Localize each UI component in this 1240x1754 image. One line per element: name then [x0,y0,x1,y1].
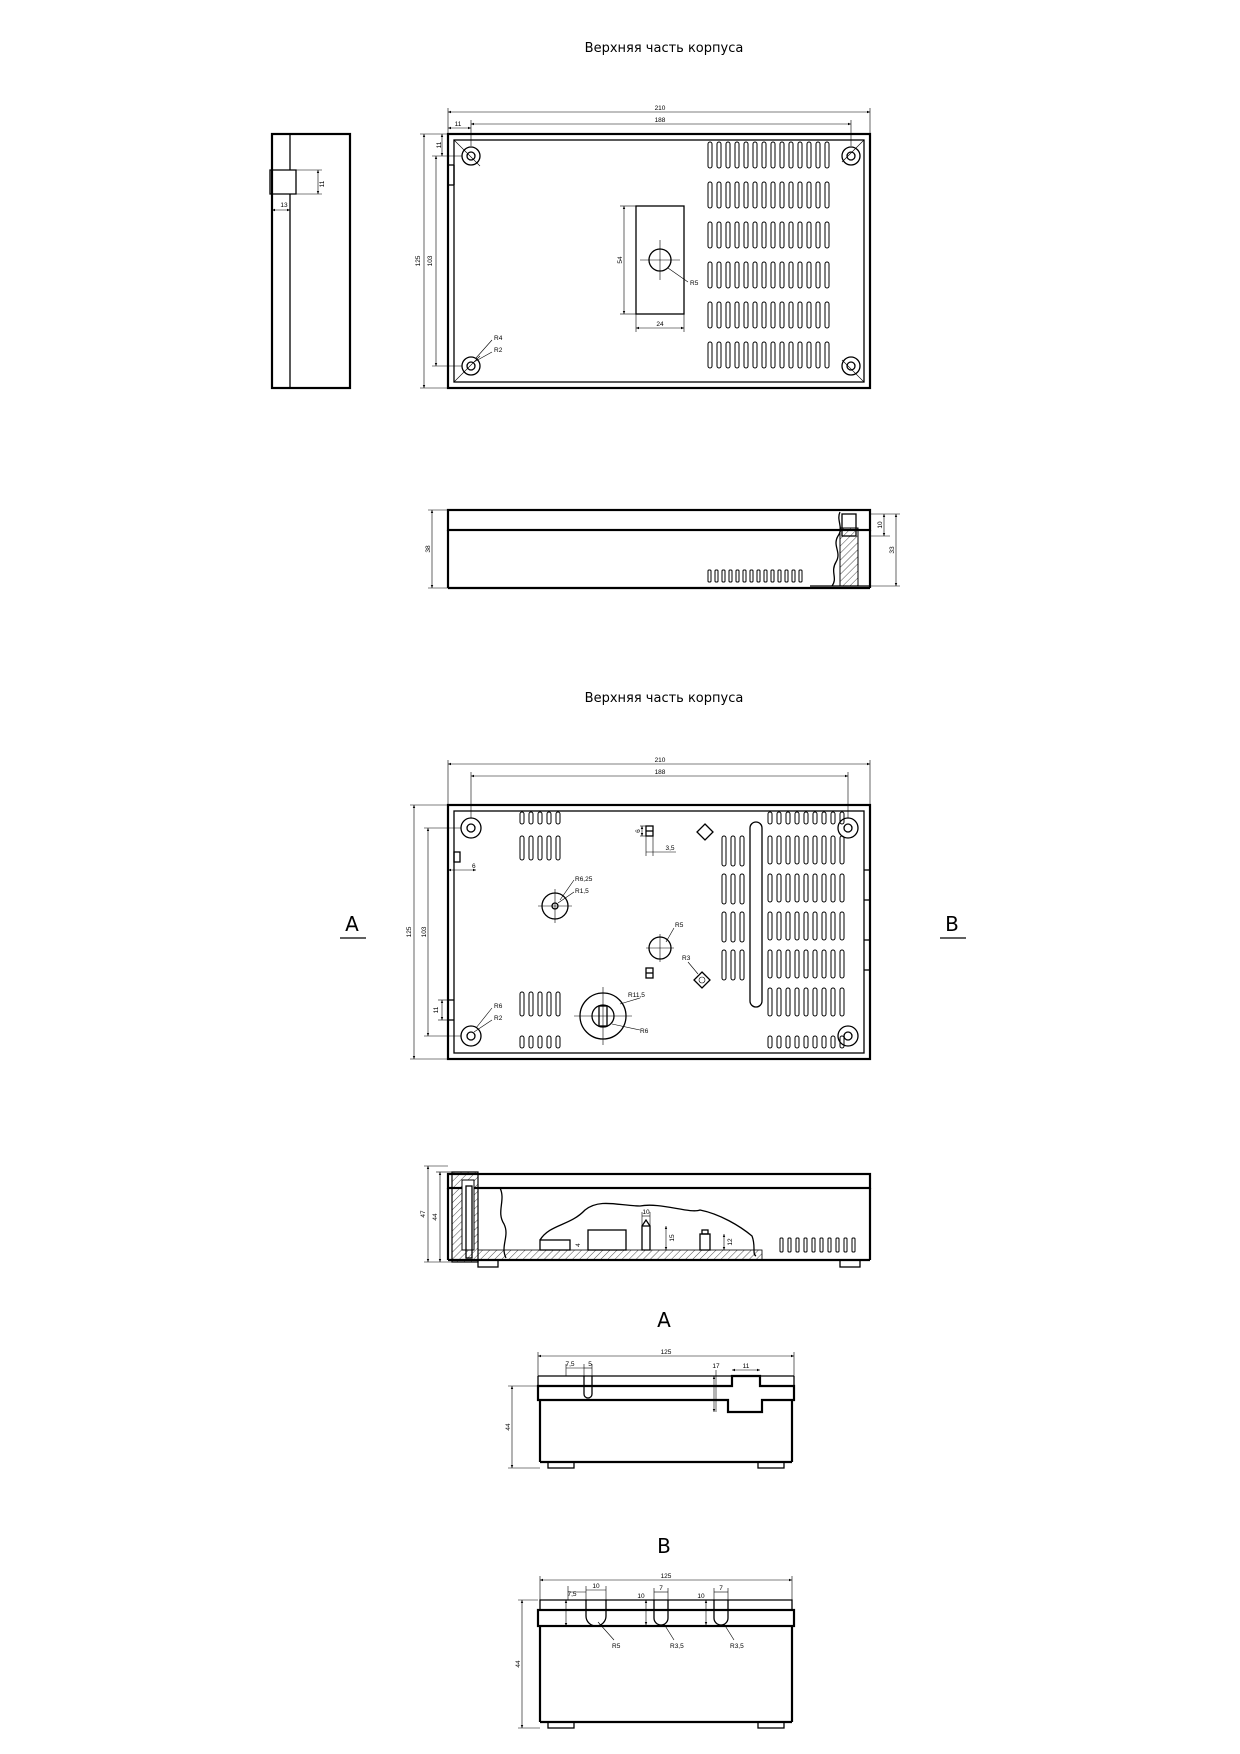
dim-a-5: 5 [588,1361,592,1368]
dim-top-103: 103 [427,255,434,267]
vent-slot [786,874,790,902]
vent-slot [816,262,820,288]
vent-slot [840,874,844,902]
vent-slot [816,142,820,168]
corner-boss-br [842,357,860,375]
vent-slot [780,142,784,168]
vent-slot [736,570,739,582]
vent-slot [529,812,533,824]
vent-slot [813,950,817,978]
dim-a-17: 17 [712,1363,720,1370]
vent-slot [708,142,712,168]
dim-section-47: 47 [420,1210,427,1218]
radius-r3-5a: R3,5 [670,1643,684,1650]
vent-slot [708,570,711,582]
dim-section-44: 44 [432,1213,439,1221]
vent-slot [740,874,744,904]
vent-slot [825,342,829,368]
vent-slot [740,950,744,980]
vent-slot [795,836,799,864]
radius-r5-b-view: R5 [612,1643,621,1650]
vent-slot [813,874,817,902]
vent-slot [807,142,811,168]
vent-slot [840,836,844,864]
dim-bottom-188: 188 [654,769,666,776]
dim-bottom-103: 103 [421,926,428,938]
vent-slot [744,142,748,168]
vent-slot [816,182,820,208]
vent-slot [799,570,802,582]
radius-r2-b: R2 [494,1015,503,1022]
vent-slot [796,1238,799,1252]
vent-slot [520,1036,524,1048]
vent-slot [777,950,781,978]
dim-top-24: 24 [656,321,664,328]
vent-slot [820,1238,823,1252]
vent-slot [816,342,820,368]
vent-slot [717,302,721,328]
vent-slot [722,874,726,904]
vent-slot [816,222,820,248]
vent-slot [789,262,793,288]
vent-slot [538,992,542,1016]
vent-slot [556,992,560,1016]
vent-slot [744,182,748,208]
dim-top-125: 125 [415,255,422,267]
dim-bottom-6h: 6 [472,863,476,870]
vent-slot [786,812,790,824]
corner-boss-bl [462,357,480,375]
vent-slot [556,1036,560,1048]
boss-tl-b [461,818,481,838]
dim-b-7a: 7 [659,1585,663,1592]
vent-slot [743,570,746,582]
vent-slot [795,1036,799,1048]
vent-slot [822,912,826,940]
vent-slot [771,262,775,288]
dim-b-7-5: 7,5 [567,1591,577,1598]
vent-slot [816,302,820,328]
vent-slot [788,1238,791,1252]
vent-slot [520,992,524,1016]
corner-boss-tl [462,147,480,165]
vent-slot [777,988,781,1016]
vent-slot [840,912,844,940]
top-view [415,105,870,388]
dim-b-125: 125 [660,1573,672,1580]
vent-slot [780,342,784,368]
vent-slot [762,222,766,248]
boss-r6-25 [538,889,572,923]
vent-slot [831,836,835,864]
vent-slot [764,570,767,582]
vent-slot [708,182,712,208]
vent-slot [753,142,757,168]
vent-slot [708,342,712,368]
vent-slot [798,182,802,208]
vent-slot [813,812,817,824]
vent-slot [708,302,712,328]
vent-slots-top [708,142,829,368]
vent-slot [798,222,802,248]
vent-slot [722,836,726,866]
dim-a-44: 44 [505,1423,512,1431]
radius-r5-b: R5 [675,922,684,929]
vent-slot [795,950,799,978]
vent-slot [822,874,826,902]
vent-slot [813,988,817,1016]
title-lower: Верхняя часть корпуса [584,691,744,706]
vent-slot [777,912,781,940]
vent-slot [768,874,772,902]
vent-slot [798,262,802,288]
dim-section-15: 15 [669,1234,676,1242]
vent-slot [726,302,730,328]
vent-slot [753,302,757,328]
vent-slot [807,182,811,208]
vent-slot [804,1036,808,1048]
radius-r6-25: R6,25 [575,876,593,883]
vent-slot [731,836,735,866]
vent-slot [852,1238,855,1252]
vent-slot [762,302,766,328]
radius-r6-b: R6 [640,1028,649,1035]
vent-slot [795,988,799,1016]
radius-r2-top: R2 [494,347,503,354]
title-upper: Верхняя часть корпуса [584,41,744,56]
section-view [420,1166,870,1267]
vent-slot [771,142,775,168]
vent-slot [768,1036,772,1048]
vent-slot [753,222,757,248]
vent-slot [812,1238,815,1252]
vent-slot [547,812,551,824]
vent-slot [547,836,551,860]
vent-slot [708,222,712,248]
dim-top-54: 54 [617,256,624,264]
dim-top-210: 210 [654,105,666,112]
vent-slot [547,1036,551,1048]
vent-slot [828,1238,831,1252]
vent-slot [726,262,730,288]
vent-slot [804,874,808,902]
vent-slot [780,222,784,248]
vent-slot [831,950,835,978]
vent-slot [520,812,524,824]
vent-slot [538,836,542,860]
dim-bottom-125: 125 [406,926,413,938]
vent-slot [753,342,757,368]
vent-slot [831,988,835,1016]
vent-slot [807,262,811,288]
dim-b-10b: 10 [637,1593,645,1600]
vent-slot [762,262,766,288]
vent-slot [813,912,817,940]
vent-slot [789,302,793,328]
vent-slot [744,302,748,328]
dim-a-7-5: 7,5 [565,1361,575,1368]
vent-slot [726,182,730,208]
vent-slot [735,182,739,208]
vent-slot [789,182,793,208]
radius-r3: R3 [682,955,691,962]
vent-slot [825,182,829,208]
vent-slot [840,988,844,1016]
vent-slot [722,570,725,582]
vent-slot [750,570,753,582]
radius-r1-5: R1,5 [575,888,589,895]
vent-slot [825,222,829,248]
vent-slot [529,992,533,1016]
vent-slot [778,570,781,582]
vent-slot [777,812,781,824]
vent-slot [744,222,748,248]
vent-slot [717,142,721,168]
dim-b-44: 44 [515,1660,522,1668]
vent-slot [825,302,829,328]
vent-slot [804,836,808,864]
vent-slot [768,812,772,824]
vent-slot [795,812,799,824]
radius-r4-top: R4 [494,335,503,342]
vent-slot [753,262,757,288]
view-a [505,1349,794,1468]
dim-side-11: 11 [319,180,326,188]
vent-slot [556,812,560,824]
vent-slot [807,222,811,248]
vent-slot [744,262,748,288]
vent-slot [708,262,712,288]
vent-slot [836,1238,839,1252]
dim-top-11: 11 [454,121,462,128]
radius-r11-5: R11,5 [628,992,645,999]
vent-slot [731,912,735,942]
dim-bottom-210: 210 [654,757,666,764]
dim-section-10: 10 [642,1209,650,1216]
vent-slot [771,570,774,582]
corner-boss-tr [842,147,860,165]
vent-slot [757,570,760,582]
vent-slot [780,1238,783,1252]
vent-slot [735,222,739,248]
vent-slots-bottom [520,812,844,1048]
vent-slot [768,988,772,1016]
vent-slots-section [780,1238,855,1252]
vent-slot [762,142,766,168]
dim-b-10c: 10 [697,1593,705,1600]
vent-slot [771,182,775,208]
vent-slot [768,950,772,978]
vent-slot [804,950,808,978]
front-view [425,510,900,588]
boss-r5-b [646,934,674,962]
view-marker-b: B [945,912,959,936]
dim-front-33: 33 [889,546,896,554]
vent-slot [785,570,788,582]
vent-slot [735,342,739,368]
dim-bottom-3-5: 3,5 [665,845,675,852]
vent-slot [789,142,793,168]
vent-slot [825,142,829,168]
vent-slot [822,836,826,864]
vent-slot [556,836,560,860]
vent-slot [831,812,835,824]
vent-slot [771,342,775,368]
vent-slot [780,302,784,328]
vent-slot [789,342,793,368]
vent-slot [771,222,775,248]
vent-slot [786,1036,790,1048]
vent-slot [735,262,739,288]
vent-slot [729,570,732,582]
vent-slot [804,912,808,940]
vent-slots-front [708,570,802,582]
vent-slot [777,836,781,864]
section-label-b: B [657,1534,671,1558]
vent-slot [717,342,721,368]
vent-slot [786,988,790,1016]
radius-r3-5b: R3,5 [730,1643,744,1650]
vent-slot [804,812,808,824]
vent-slot [717,182,721,208]
view-marker-a: A [345,912,359,936]
vent-slot [726,222,730,248]
vent-slot [735,302,739,328]
vent-slot [771,302,775,328]
boss-tr-b [838,818,858,838]
vent-slot [831,1036,835,1048]
vent-slot [740,912,744,942]
side-view-left [270,134,350,388]
vent-slot [538,812,542,824]
dim-section-4: 4 [575,1243,582,1247]
vent-slot [731,950,735,980]
bottom-view [340,757,966,1059]
vent-slot [825,262,829,288]
vent-slot [762,342,766,368]
vent-slot [831,874,835,902]
vent-slot [717,222,721,248]
dim-bottom-11: 11 [433,1006,440,1014]
vent-slot [780,262,784,288]
vent-slot [762,182,766,208]
dim-side-13: 13 [280,202,288,209]
vent-slot [798,142,802,168]
vent-slot [831,912,835,940]
vent-slot [777,874,781,902]
vent-slot [780,182,784,208]
vent-slot [529,836,533,860]
dim-a-125: 125 [660,1349,672,1356]
dim-bottom-6v: 6 [635,829,642,833]
vent-slot [844,1238,847,1252]
vent-slot [529,1036,533,1048]
vent-slot [789,222,793,248]
vent-slot [722,912,726,942]
vent-slot [804,1238,807,1252]
vent-slot [822,812,826,824]
vent-slot [768,836,772,864]
radius-r6b: R6 [494,1003,503,1010]
vent-slot [538,1036,542,1048]
vent-slot [822,950,826,978]
vent-slot [744,342,748,368]
vent-slot [813,836,817,864]
vent-slot [795,912,799,940]
vent-slot [786,950,790,978]
dim-top-188: 188 [654,117,666,124]
vent-slot [804,988,808,1016]
vent-slot [726,142,730,168]
vent-slot [731,874,735,904]
vent-slot [792,570,795,582]
vent-slot [715,570,718,582]
dim-b-7b: 7 [719,1585,723,1592]
vent-slot [798,302,802,328]
boss-r11-5 [574,987,632,1045]
dim-a-11: 11 [742,1363,750,1370]
view-b [515,1573,794,1728]
vent-slot [547,992,551,1016]
dim-top-11v: 11 [436,141,443,149]
vent-slot [768,912,772,940]
vent-slot [807,342,811,368]
vent-slot [520,836,524,860]
section-label-a: A [657,1308,671,1332]
vent-slot [735,142,739,168]
vent-slot [740,836,744,866]
radius-r5-top: R5 [690,280,699,287]
vent-slot [822,988,826,1016]
vent-slot [726,342,730,368]
vent-slot [777,1036,781,1048]
vent-slot [822,1036,826,1048]
vent-slot [813,1036,817,1048]
vent-slot [717,262,721,288]
vent-slot [798,342,802,368]
vent-slot [786,912,790,940]
vent-slot [795,874,799,902]
vent-slot [722,950,726,980]
vent-slot [753,182,757,208]
vent-slot [786,836,790,864]
dim-front-10: 10 [877,521,884,529]
dim-section-12: 12 [727,1238,734,1246]
dim-b-10a: 10 [592,1583,600,1590]
vent-slot [807,302,811,328]
dim-front-38: 38 [425,545,432,553]
vent-slot [840,950,844,978]
